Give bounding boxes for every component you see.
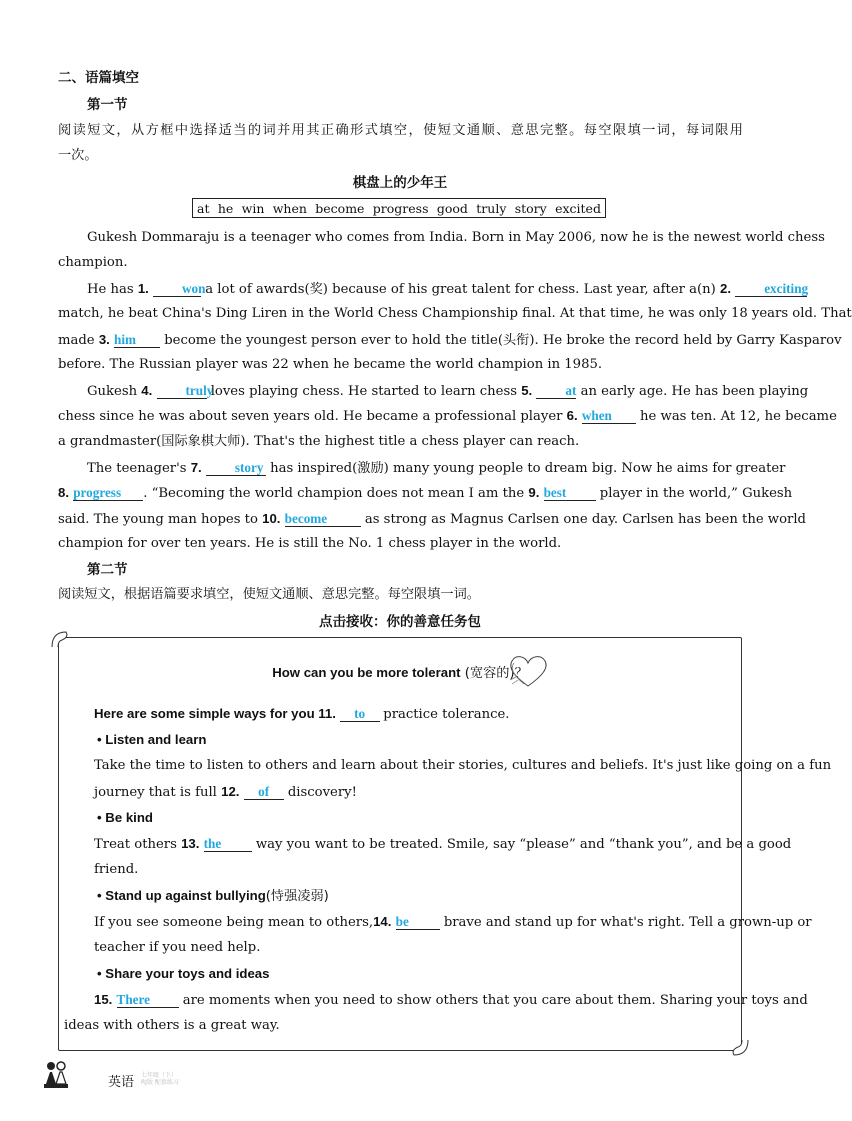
word-box-item: become — [315, 200, 365, 216]
word-box-item: win — [241, 200, 265, 216]
p4-line2: 8. progress . “Becoming the world champion does not mean I am the 9. best player in the world,” Gukesh — [58, 485, 793, 501]
p3-line2: chess since he was about seven years old. He became a professional player 6. when he was ten. At 12, he became — [58, 408, 837, 424]
blank-6[interactable]: when — [582, 408, 636, 424]
p4-line4: champion for over ten years. He is still the No. 1 chess player in the world. — [58, 536, 562, 551]
blank-4[interactable]: truly — [157, 383, 207, 399]
blank-11[interactable]: to — [340, 706, 380, 722]
tip2-line2: friend. — [94, 862, 139, 877]
heart-doodle-icon — [504, 650, 552, 692]
part1-instruction-line1: 阅读短文，从方框中选择适当的词并用其正确形式填空，使短文通顺、意思完整。每空限填一词，每词限用 — [58, 123, 743, 138]
blank-7[interactable]: story — [206, 460, 266, 476]
p2-line2: match, he beat China's Ding Liren in the World Chess Championship final. At that time, he was only 18 years old. That — [58, 306, 852, 321]
bullet-icon: • — [97, 810, 102, 825]
blank-8[interactable]: progress — [73, 485, 143, 501]
blank-2[interactable]: exciting — [735, 281, 807, 297]
tip2-line1: Treat others 13. the way you want to be treated. Smile, say “please” and “thank you”, and be a good — [94, 836, 792, 852]
passage2-title: 点击接收：你的善意任务包 — [319, 614, 481, 630]
blank-15[interactable]: There — [117, 992, 179, 1008]
part2-label: 第二节 — [87, 562, 128, 578]
word-box-item: story — [514, 200, 547, 216]
blank-3[interactable]: him — [114, 332, 160, 348]
word-box-item: when — [272, 200, 307, 216]
tip1-line1: Take the time to listen to others and learn about their stories, cultures and beliefs. It's just like going on a fun — [94, 758, 832, 773]
box-intro: Here are some simple ways for you 11. to practice tolerance. — [94, 706, 510, 722]
word-box-item: he — [217, 200, 234, 216]
word-box-item: good — [436, 200, 468, 216]
blank-9[interactable]: best — [544, 485, 596, 501]
part2-instruction: 阅读短文，根据语篇要求填空，使短文通顺、意思完整。每空限填一词。 — [58, 587, 480, 602]
p2-line1: He has 1. won a lot of awards(奖) because of his great talent for chess. Last year, after a(n) 2. exciting — [87, 281, 809, 297]
tip-heading-2: • Be kind — [97, 810, 153, 825]
p2-line3: made 3. him become the youngest person ever to hold the title(头衔). He broke the record held by Garry Kasparov — [58, 332, 842, 348]
p4-line1: The teenager's 7. story has inspired(激励) many young people to dream big. Now he aims for greater — [87, 460, 786, 476]
p1-line1: Gukesh Dommaraju is a teenager who comes from India. Born in May 2006, now he is the newest world chess — [87, 230, 825, 245]
blank-1[interactable]: won — [153, 281, 201, 297]
word-box — [192, 198, 606, 218]
passage1-title: 棋盘上的少年王 — [352, 175, 448, 191]
p2-line4: before. The Russian player was 22 when he became the world champion in 1985. — [58, 357, 603, 372]
word-box-item: excited — [555, 200, 601, 216]
blank-14[interactable]: be — [396, 914, 440, 930]
p3-line1: Gukesh 4. truly loves playing chess. He started to learn chess 5. at an early age. He has been playing — [87, 383, 809, 399]
bullet-icon: • — [97, 966, 102, 981]
footer-subject: 英语 — [108, 1075, 135, 1090]
word-box-item: at — [197, 200, 210, 216]
part1-label: 第一节 — [87, 97, 128, 113]
tip3-line1: If you see someone being mean to others,14. be brave and stand up for what's right. Tell a grown-up or — [94, 914, 812, 930]
blank-13[interactable]: the — [204, 836, 252, 852]
tip-heading-4: • Share your toys and ideas — [97, 966, 270, 981]
tip4-line1: 15. There are moments when you need to show others that you care about them. Sharing your toys and — [94, 992, 808, 1008]
tip-heading-3: • Stand up against bullying(恃强凌弱) — [97, 888, 329, 904]
p4-line3: said. The young man hopes to 10. become as strong as Magnus Carlsen one day. Carlsen has been the world — [58, 511, 807, 527]
tip1-line2: journey that is full 12. of discovery! — [94, 784, 357, 800]
blank-10[interactable]: become — [285, 511, 361, 527]
tip3-line2: teacher if you need help. — [94, 940, 261, 955]
scroll-curl-top-icon — [50, 629, 70, 649]
blank-12[interactable]: of — [244, 784, 284, 800]
word-box-item: progress — [372, 200, 429, 216]
bullet-icon: • — [97, 888, 102, 903]
p1-line2: champion. — [58, 255, 128, 270]
tip-heading-1: • Listen and learn — [97, 732, 207, 747]
p3-line3: a grandmaster(国际象棋大师). That's the highest title a chess player can reach. — [58, 434, 580, 449]
box-title: How can you be more tolerant (宽容的)？ — [272, 665, 528, 681]
chess-pieces-logo-icon — [42, 1058, 70, 1094]
part1-instruction-line2: 一次。 — [58, 148, 98, 163]
section-title: 二、语篇填空 — [58, 70, 139, 86]
footer-faint-text: 七年级（下） RJ版 配套练习 — [141, 1072, 179, 1086]
word-box-item: truly — [476, 200, 507, 216]
scroll-curl-bottom-icon — [730, 1038, 750, 1058]
tip4-line2: ideas with others is a great way. — [64, 1018, 280, 1033]
blank-5[interactable]: at — [536, 383, 576, 399]
bullet-icon: • — [97, 732, 102, 747]
